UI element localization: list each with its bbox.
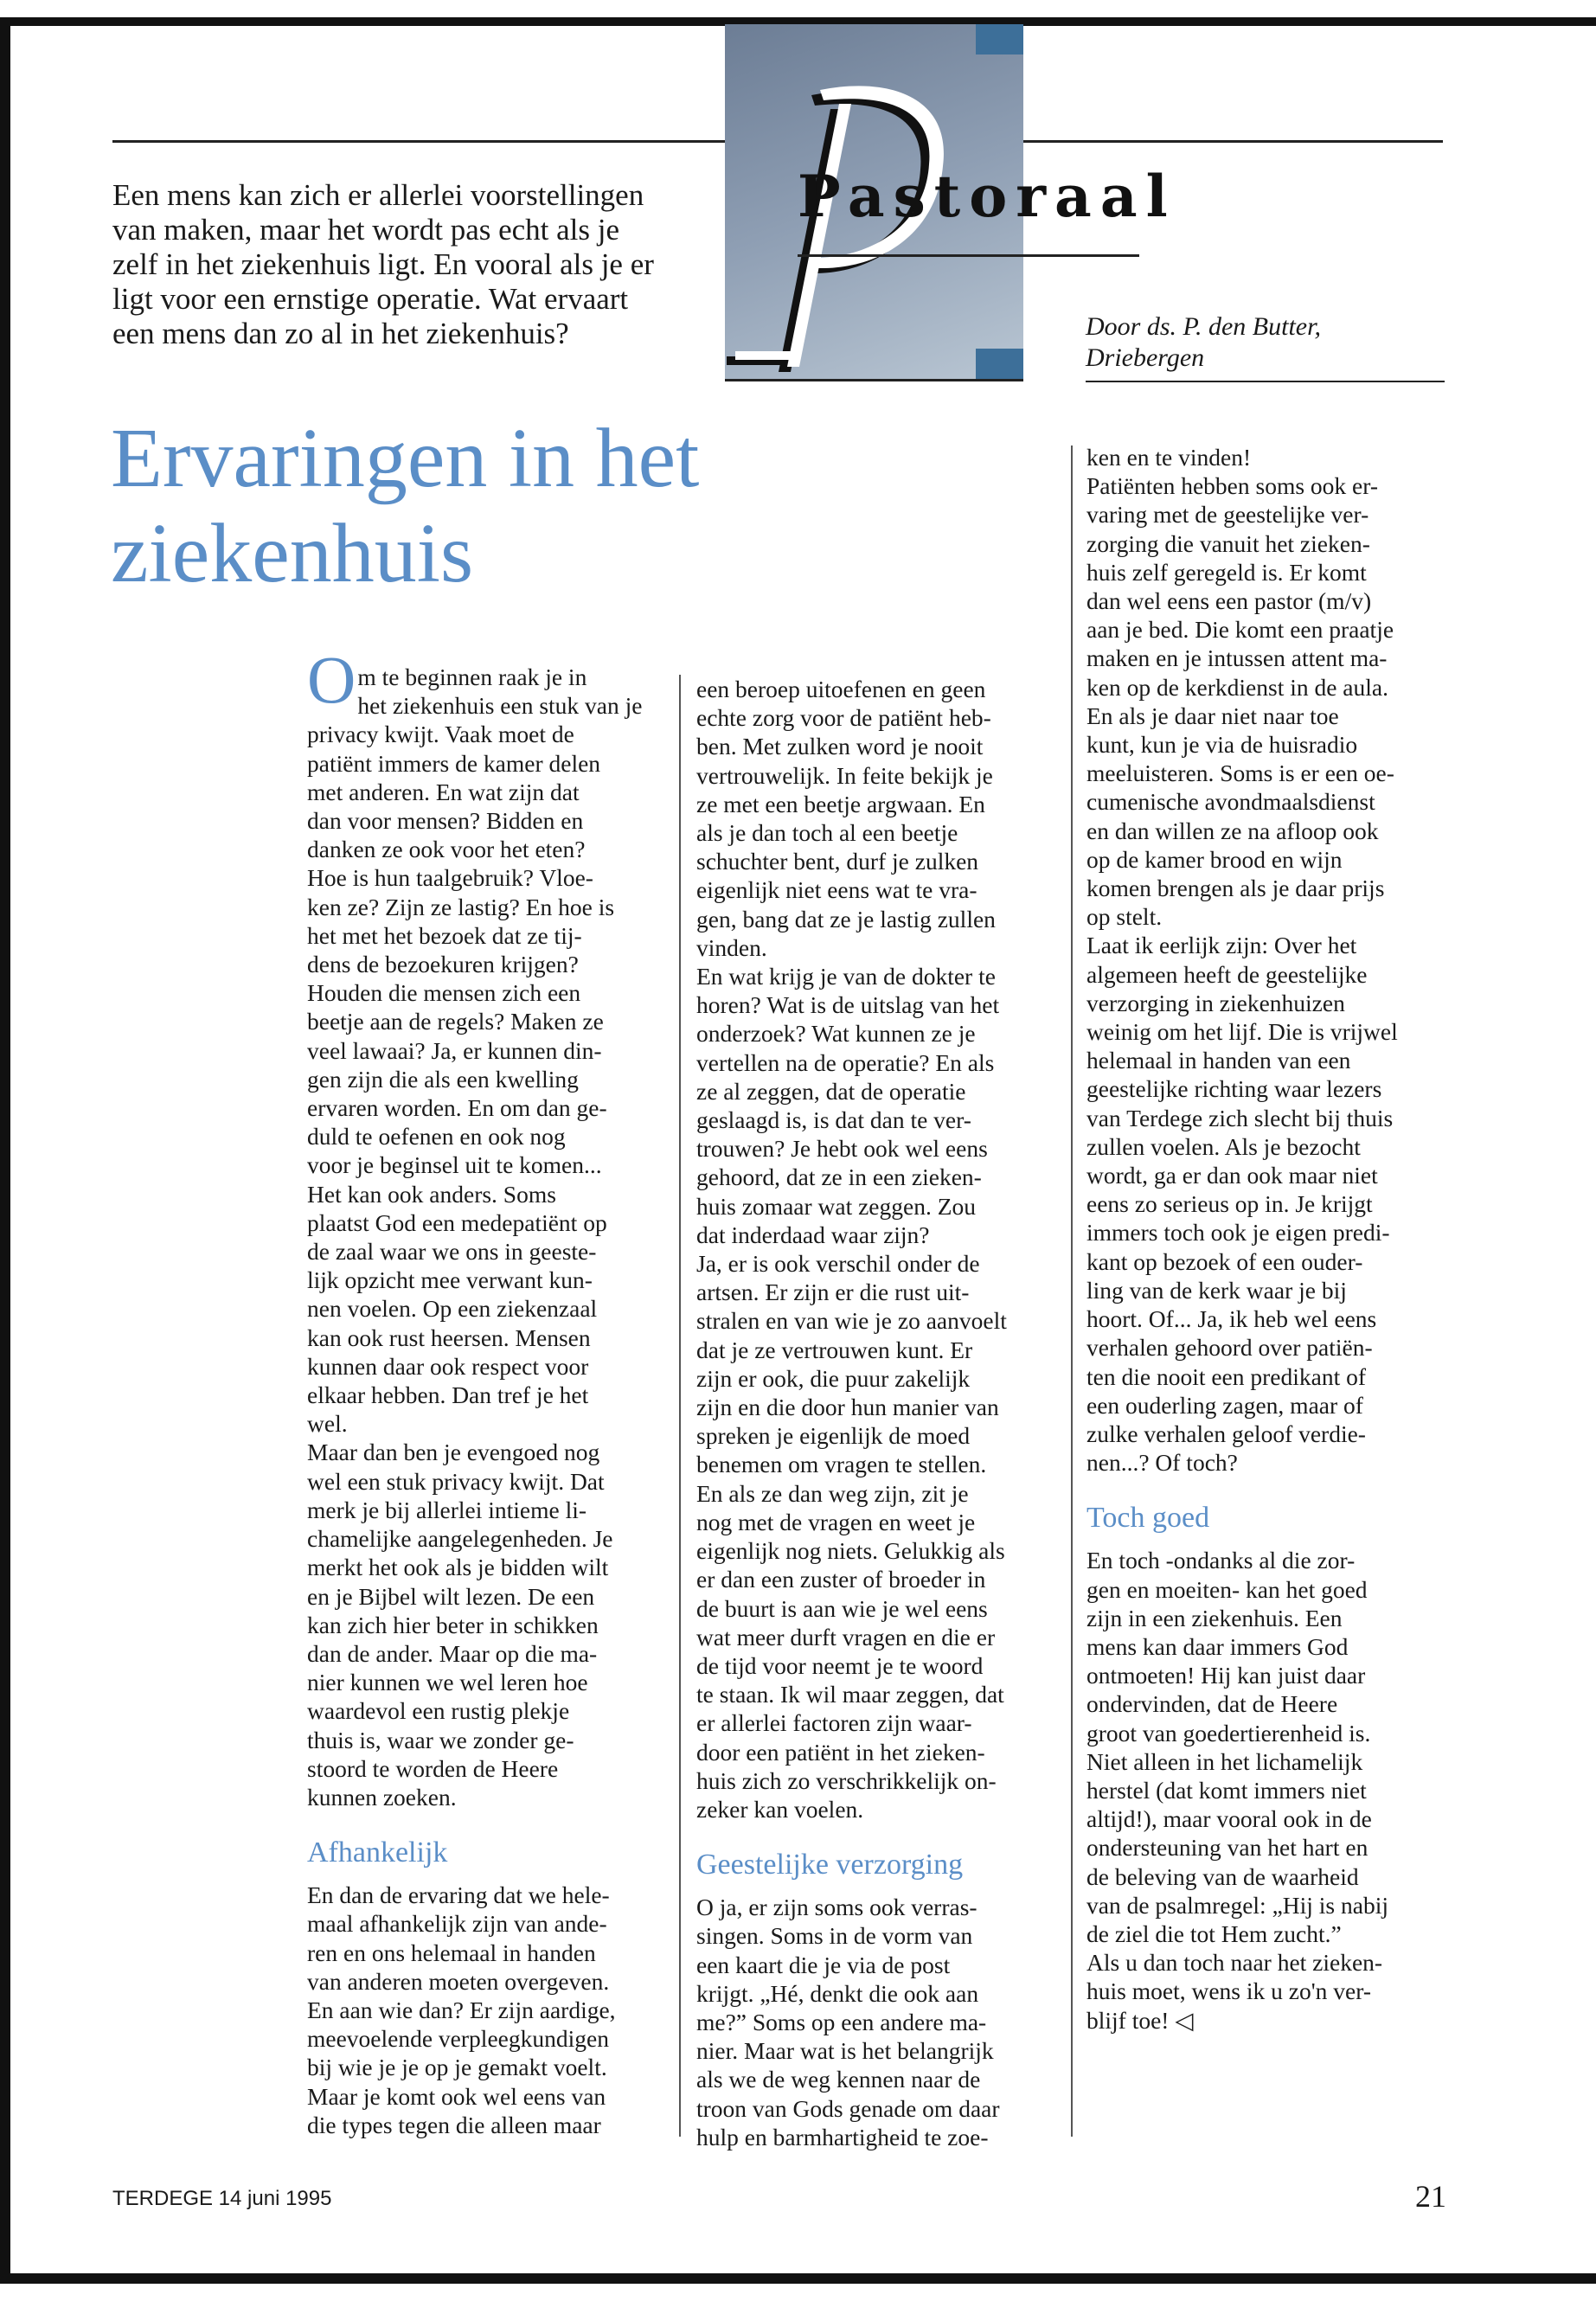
text-line: van anderen moeten overgeven. xyxy=(307,1967,610,1995)
title-line-1: Ervaringen in het xyxy=(111,412,700,505)
text-line: En als je daar niet naar toe xyxy=(1086,702,1339,729)
article-column-1 xyxy=(307,642,643,2139)
text-line: Maar je komt ook wel eens van xyxy=(307,2082,606,2110)
text-line: krijgt. „Hé, denkt die ook aan xyxy=(696,1979,979,2007)
bottom-border xyxy=(0,2273,1596,2284)
byline-place: Driebergen xyxy=(1086,343,1205,372)
text-line: groot van goedertierenheid is. xyxy=(1086,1719,1371,1747)
text-line: ten die nooit een predikant of xyxy=(1086,1362,1367,1390)
text-line: Houden die mensen zich een xyxy=(307,979,581,1007)
section-heading: Geestelijke verzorging xyxy=(696,1849,964,1881)
text-line: op stelt. xyxy=(1086,903,1163,931)
text-line: trouwen? Je hebt ook wel eens xyxy=(696,1135,988,1163)
text-line: zijn in een ziekenhuis. Een xyxy=(1086,1604,1343,1631)
article-column-2 xyxy=(696,675,1007,2151)
text-line: kant op bezoek of een ouder- xyxy=(1086,1247,1363,1275)
text-line: ondervinden, dat de Heere xyxy=(1086,1690,1338,1718)
text-line: algemeen heeft de geestelijke xyxy=(1086,960,1368,988)
text-line: En als ze dan weg zijn, zit je xyxy=(696,1479,969,1507)
header-rule-left xyxy=(112,140,727,143)
byline-rule xyxy=(1086,381,1445,382)
text-line: ze al zeggen, dat de operatie xyxy=(696,1077,966,1105)
text-line: blijf toe! ◁ xyxy=(1086,2006,1194,2034)
text-line: eens zo serieus op in. Je krijgt xyxy=(1086,1190,1373,1218)
text-line: plaatst God een medepatiënt op xyxy=(307,1208,607,1236)
text-line: hoort. Of... Ja, ik heb wel eens xyxy=(1086,1305,1377,1333)
text-line: kunnen zoeken. xyxy=(307,1783,457,1811)
text-line: En wat krijg je van de dokter te xyxy=(696,963,996,990)
text-line: nier. Maar wat is het belangrijk xyxy=(696,2037,994,2065)
text-line: gen, bang dat ze je lastig zullen xyxy=(696,905,996,933)
text-line: zullen voelen. Als je bezocht xyxy=(1086,1132,1361,1160)
text-line: kunt, kun je via de huisradio xyxy=(1086,731,1358,759)
column-divider xyxy=(1071,445,1073,2137)
text-line: huis moet, wens ik u zo'n ver- xyxy=(1086,1977,1371,2005)
text-line: meeluisteren. Soms is er een oe- xyxy=(1086,760,1394,787)
text-line: zijn er ook, die puur zakelijk xyxy=(696,1364,971,1392)
column-divider xyxy=(679,675,681,2137)
text-line: gehoord, dat ze in een zieken- xyxy=(696,1163,982,1191)
byline-author: Door ds. P. den Butter, xyxy=(1086,312,1321,341)
text-line: meevoelende verpleegkundigen xyxy=(307,2025,609,2053)
text-line: en dan willen ze na afloop ook xyxy=(1086,817,1379,844)
text-line: elkaar hebben. Dan tref je het xyxy=(307,1381,589,1409)
text-line: op de kamer brood en wijn xyxy=(1086,845,1343,873)
text-line: bij wie je je op je gemakt voelt. xyxy=(307,2054,607,2081)
text-line: danken ze ook voor het eten? xyxy=(307,836,586,863)
title-line-2: ziekenhuis xyxy=(111,507,474,600)
text-line: mens kan daar immers God xyxy=(1086,1632,1349,1660)
text-line: O ja, er zijn soms ook verras- xyxy=(696,1894,977,1921)
text-line: huis zich zo verschrikkelijk on- xyxy=(696,1766,997,1794)
text-line: altijd!), maar vooral ook in de xyxy=(1086,1805,1372,1833)
text-line: onderzoek? Wat kunnen ze je xyxy=(696,1020,976,1048)
text-line: vertellen na de operatie? En als xyxy=(696,1048,995,1076)
drop-cap: O xyxy=(307,642,356,717)
text-line: eigenlijk nog niets. Gelukkig als xyxy=(696,1537,1005,1565)
text-line: patiënt immers de kamer delen xyxy=(307,749,601,777)
text-line: die types tegen die alleen maar xyxy=(307,2111,601,2138)
text-line: maken en je intussen attent ma- xyxy=(1086,644,1388,672)
text-line: troon van Gods genade om daar xyxy=(696,2094,1000,2122)
text-line: nen voelen. Op een ziekenzaal xyxy=(307,1295,598,1323)
section-heading: Toch goed xyxy=(1086,1502,1210,1535)
text-line: geslaagd is, is dat dan te ver- xyxy=(696,1106,971,1134)
text-line: ervaren worden. En om dan ge- xyxy=(307,1094,607,1122)
text-line: de ziel die tot Hem zucht.” xyxy=(1086,1920,1342,1947)
text-line: helemaal in handen van een xyxy=(1086,1047,1351,1074)
text-line: zorging die vanuit het zieken- xyxy=(1086,529,1370,557)
section-heading: Afhankelijk xyxy=(307,1836,448,1869)
text-line: hulp en barmhartigheid te zoe- xyxy=(696,2123,989,2150)
text-line: artsen. Er zijn er die rust uit- xyxy=(696,1279,970,1306)
text-line: waardevol een rustig plekje xyxy=(307,1697,570,1725)
text-line: nier kunnen we wel leren hoe xyxy=(307,1669,588,1696)
text-line: eigenlijk niet eens wat te vra- xyxy=(696,876,977,904)
article-column-3 xyxy=(1086,443,1398,2035)
text-line: dan voor mensen? Bidden en xyxy=(307,807,584,835)
text-line: dan de ander. Maar op die ma- xyxy=(307,1639,598,1667)
text-line: immers toch ook je eigen predi- xyxy=(1086,1219,1390,1247)
text-line: nog met de vragen en weet je xyxy=(696,1508,976,1535)
text-line: wat meer durft vragen en die er xyxy=(696,1623,996,1650)
text-line: gen en moeiten- kan het goed xyxy=(1086,1575,1368,1603)
text-line: van Terdege zich slecht bij thuis xyxy=(1086,1104,1394,1131)
text-line: wordt, ga er dan ook maar niet xyxy=(1086,1162,1378,1189)
text-line: ken ze? Zijn ze lastig? En hoe is xyxy=(307,893,615,920)
text-line: door een patiënt in het zieken- xyxy=(696,1738,985,1766)
text-line: maal afhankelijk zijn van ande- xyxy=(307,1910,607,1938)
text-line: spreken je eigenlijk de moed xyxy=(696,1422,971,1450)
text-line: zijn en die door hun manier van xyxy=(696,1394,999,1421)
text-line: zeker kan voelen. xyxy=(696,1795,864,1823)
text-line: singen. Soms in de vorm van xyxy=(696,1922,973,1950)
left-border xyxy=(0,17,10,2284)
text-line: ben. Met zulken word je nooit xyxy=(696,733,984,760)
text-line: thuis is, waar we zonder ge- xyxy=(307,1726,574,1753)
text-line: beetje aan de regels? Maken ze xyxy=(307,1008,604,1035)
article-title xyxy=(111,411,699,601)
intro-text: Een mens kan zich er allerlei voorstellingen van maken, maar het wordt pas echt als je zelf in het ziekenhuis ligt. En vooral als je er ligt voor een ernstige operatie. Wat ervaart een mens dan zo al in het ziekenhuis? xyxy=(112,178,654,350)
text-line: stoord te worden de Heere xyxy=(307,1754,559,1782)
text-line: huis zelf geregeld is. Er komt xyxy=(1086,558,1367,586)
text-line: geestelijke richting waar lezers xyxy=(1086,1075,1382,1103)
text-line: En dan de ervaring dat we hele- xyxy=(307,1881,610,1909)
text-line: lijk opzicht mee verwant kun- xyxy=(307,1266,593,1294)
text-line: Laat ik eerlijk zijn: Over het xyxy=(1086,932,1357,959)
text-line: een kaart die je via de post xyxy=(696,1951,951,1978)
text-line: dens de bezoekuren krijgen? xyxy=(307,951,579,978)
text-line: veel lawaai? Ja, er kunnen din- xyxy=(307,1036,602,1064)
text-line: horen? Wat is de uitslag van het xyxy=(696,991,1000,1019)
text-line: dat inderdaad waar zijn? xyxy=(696,1221,930,1248)
text-line: kunnen daar ook respect voor xyxy=(307,1352,589,1380)
text-line: er allerlei factoren zijn waar- xyxy=(696,1709,972,1737)
text-line: privacy kwijt. Vaak moet de xyxy=(307,721,574,748)
text-line: de beleving van de waarheid xyxy=(1086,1862,1359,1890)
text-line: chamelijke aangelegenheden. Je xyxy=(307,1525,613,1553)
footer-publication: TERDEGE 14 juni 1995 xyxy=(112,2187,332,2210)
section-label: Pastoraal xyxy=(798,163,1176,230)
text-line: wel een stuk privacy kwijt. Dat xyxy=(307,1467,605,1495)
text-line: vertrouwelijk. In feite bekijk je xyxy=(696,761,993,789)
text-line: me?” Soms op een andere ma- xyxy=(696,2008,987,2035)
text-line: Als u dan toch naar het zieken- xyxy=(1086,1949,1383,1977)
text-line: merk je bij allerlei intieme li- xyxy=(307,1496,587,1523)
text-line: cumenische avondmaalsdienst xyxy=(1086,788,1375,816)
header-rule-right xyxy=(1023,140,1443,143)
text-line: weinig om het lijf. Die is vrijwel xyxy=(1086,1018,1398,1046)
text-line: met anderen. En wat zijn dat xyxy=(307,778,580,805)
text-line: Niet alleen in het lichamelijk xyxy=(1086,1747,1363,1775)
text-line: Het kan ook anders. Soms xyxy=(307,1180,556,1208)
text-line: merkt het ook als je bidden wilt xyxy=(307,1554,609,1581)
section-label-rule xyxy=(798,254,1139,257)
text-line: ondersteuning van het hart en xyxy=(1086,1834,1368,1862)
page-number: 21 xyxy=(1415,2179,1446,2214)
text-line: ren en ons helemaal in handen xyxy=(307,1939,596,1966)
text-line: echte zorg voor de patiënt heb- xyxy=(696,704,991,732)
text-line: verzorging in ziekenhuizen xyxy=(1086,989,1345,1016)
text-line: de buurt is aan wie je wel eens xyxy=(696,1594,988,1622)
text-line: nen...? Of toch? xyxy=(1086,1449,1238,1477)
text-line: aan je bed. Die komt een praatje xyxy=(1086,616,1394,644)
text-line: gen zijn die als een kwelling xyxy=(307,1065,579,1093)
text-line: schuchter bent, durf je zulken xyxy=(696,848,979,875)
text-line: een beroep uitoefenen en geen xyxy=(696,676,986,702)
text-line: als we de weg kennen naar de xyxy=(696,2066,981,2093)
text-line: herstel (dat komt immers niet xyxy=(1086,1776,1367,1804)
text-line: van de psalmregel: „Hij is nabij xyxy=(1086,1891,1389,1919)
text-line: benemen om vragen te stellen. xyxy=(696,1451,987,1478)
text-line: stralen en van wie je zo aanvoelt xyxy=(696,1307,1007,1335)
text-line: dat je ze vertrouwen kunt. Er xyxy=(696,1336,973,1363)
text-line: zulke verhalen geloof verdie- xyxy=(1086,1420,1366,1447)
text-line: ontmoeten! Hij kan juist daar xyxy=(1086,1662,1366,1689)
text-line: ze met een beetje argwaan. En xyxy=(696,790,985,817)
text-line: het met het bezoek dat ze tij- xyxy=(307,921,582,949)
text-line: de zaal waar we ons in geeste- xyxy=(307,1238,597,1266)
text-line: Ja, er is ook verschil onder de xyxy=(696,1250,980,1278)
text-line: ken en te vinden! xyxy=(1086,444,1252,471)
text-line: En aan wie dan? Er zijn aardige, xyxy=(307,1996,616,2023)
text-line: te staan. Ik wil maar zeggen, dat xyxy=(696,1681,1004,1708)
byline xyxy=(1086,311,1321,374)
text-line: Hoe is hun taalgebruik? Vloe- xyxy=(307,864,593,892)
text-line: kan zich hier beter in schikken xyxy=(307,1611,599,1638)
text-line: komen brengen als je daar prijs xyxy=(1086,875,1385,902)
text-line: ken op de kerkdienst in de aula. xyxy=(1086,673,1388,701)
text-line: duld te oefenen en ook nog xyxy=(307,1123,566,1150)
text-line: dan wel eens een pastor (m/v) xyxy=(1086,587,1372,615)
text-line: Maar dan ben je evengoed nog xyxy=(307,1439,600,1466)
text-line: varing met de geestelijke ver- xyxy=(1086,501,1369,529)
text-line: wel. xyxy=(307,1410,348,1438)
text-line: de tijd voor neemt je te woord xyxy=(696,1651,984,1679)
text-line: verhalen gehoord over patiën- xyxy=(1086,1334,1373,1362)
text-line: Patiënten hebben soms ook er- xyxy=(1086,472,1379,500)
text-line: er dan een zuster of broeder in xyxy=(696,1566,986,1593)
text-line-content: m te beginnen raak je in xyxy=(357,663,587,690)
text-line: vinden. xyxy=(696,933,767,961)
text-line: als je dan toch al een beetje xyxy=(696,819,958,847)
text-line: ling van de kerk waar je bij xyxy=(1086,1276,1347,1304)
text-line: huis zomaar wat zeggen. Zou xyxy=(696,1192,977,1220)
text-line: voor je beginsel uit te komen... xyxy=(307,1151,602,1179)
text-line: kan ook rust heersen. Mensen xyxy=(307,1324,591,1351)
text-line: het ziekenhuis een stuk van je xyxy=(357,692,643,720)
text-line: een ouderling zagen, maar of xyxy=(1086,1391,1363,1419)
text-line: en je Bijbel wilt lezen. De een xyxy=(307,1582,595,1610)
text-line: En toch -ondanks al die zor- xyxy=(1086,1547,1356,1574)
